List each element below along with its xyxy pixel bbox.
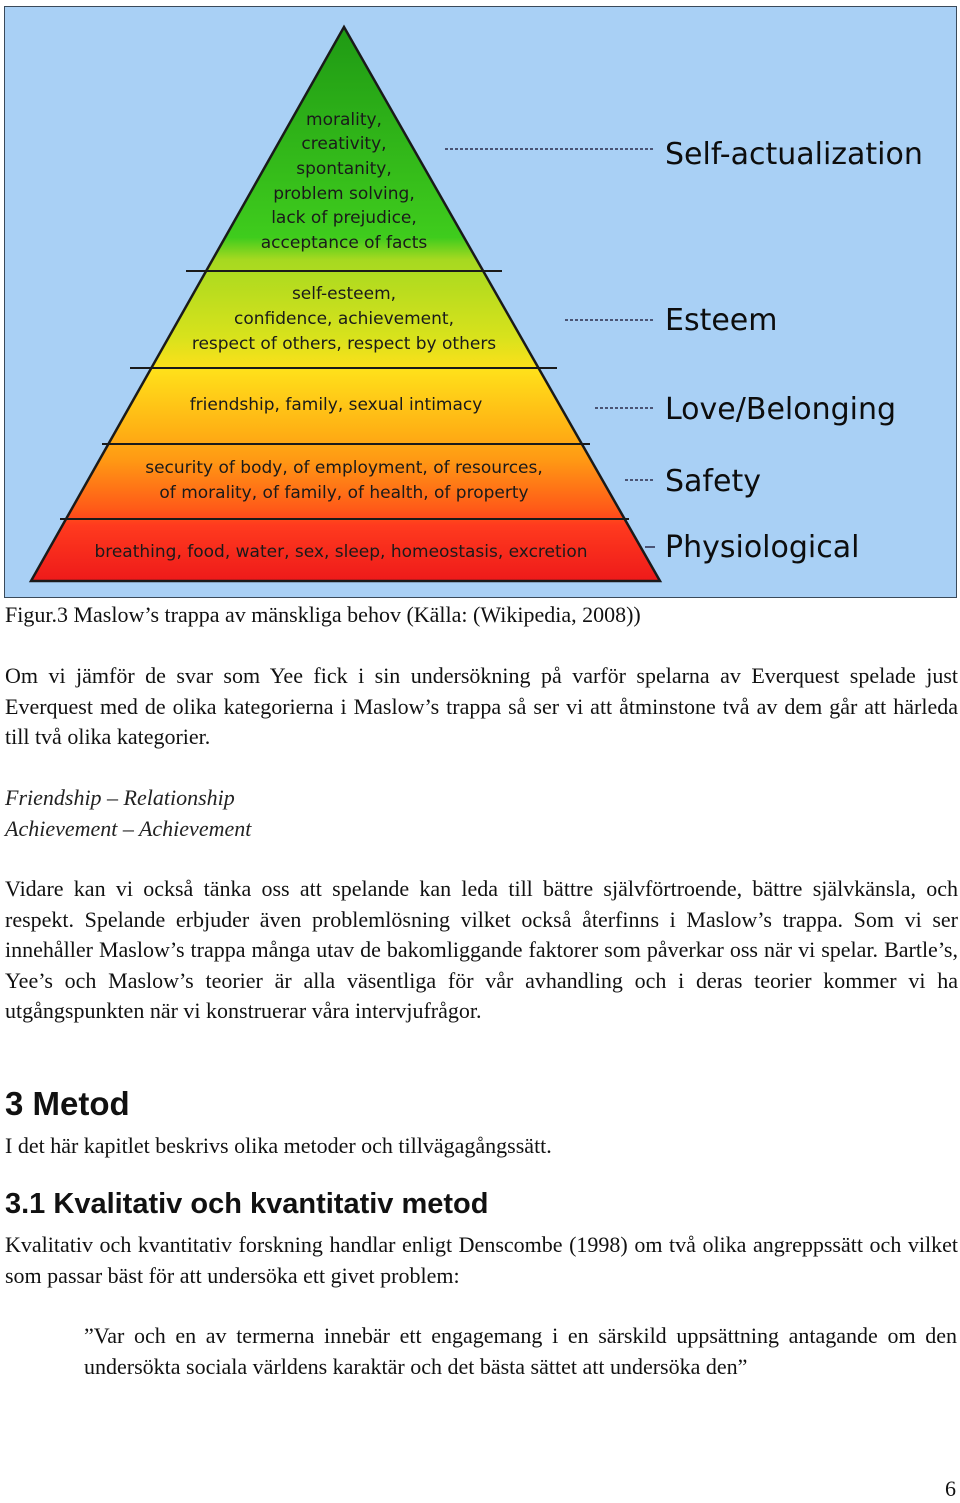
section-3-1-heading: 3.1 Kvalitativ och kvantitativ metod xyxy=(5,1188,489,1220)
self-actualization-line-2: creativity, xyxy=(301,134,387,154)
label-esteem: Esteem xyxy=(665,303,778,338)
paragraph-1: Om vi jämför de svar som Yee fick i sin undersökning på varför spelarna av Everquest spelade just Everquest med de olika kategorierna i Maslow’s trappa så ser vi att åtminstone två av dem går att härleda till två olika kategorier. xyxy=(5,663,958,749)
page-number: 6 xyxy=(945,1476,956,1501)
section-3-intro: I det här kapitlet beskrivs olika metoder och tillvägagångssätt. xyxy=(5,1133,552,1158)
mapping-line-1: Friendship – Relationship xyxy=(5,785,235,810)
label-physiological: Physiological xyxy=(665,530,860,565)
self-actualization-line-6: acceptance of facts xyxy=(260,233,428,253)
pyramid-svg xyxy=(5,7,957,598)
label-safety: Safety xyxy=(665,464,761,499)
love-line-1: friendship, family, sexual intimacy xyxy=(189,395,483,415)
paragraph-2: Vidare kan vi också tänka oss att spelande kan leda till bättre självförtroende, bättre självkänsla, och respekt. Spelande erbjuder även problemlösning vilket också återfinns i Maslow’s trappa. Som vi ser innehåller Maslow’s trappa många utav de bakomliggande faktorer som påverkar oss när vi spelar. Bartle’s, Yee’s och Maslow’s teorier är alla väsentliga för vår avhandling och i deras teorier kommer vi ha utgångspunkten när vi konstruerar våra intervjufrågor. xyxy=(5,876,958,1023)
self-actualization-line-4: problem solving, xyxy=(273,184,415,204)
physiological-line-1: breathing, food, water, sex, sleep, homeostasis, excretion xyxy=(94,542,588,562)
label-self-actualization: Self-actualization xyxy=(665,137,923,172)
esteem-line-2: confidence, achievement, xyxy=(234,309,454,329)
self-actualization-line-3: spontanity, xyxy=(296,159,392,179)
mapping-line-2: Achievement – Achievement xyxy=(5,816,252,841)
label-love-belonging: Love/Belonging xyxy=(665,392,897,427)
self-actualization-line-5: lack of prejudice, xyxy=(271,208,417,228)
safety-line-1: security of body, of employment, of resources, xyxy=(145,458,543,478)
esteem-line-3: respect of others, respect by others xyxy=(191,334,497,354)
block-quote: ”Var och en av termerna innebär ett engagemang i en särskild uppsättning antagande om den undersökta sociala världens karaktär och det bästa sättet att undersöka den” xyxy=(84,1323,957,1379)
section-3-1-text: Kvalitativ och kvantitativ forskning handlar enligt Denscombe (1998) om två olika angreppssätt och vilket som passar bäst för att undersöka ett givet problem: xyxy=(5,1232,958,1288)
section-3-heading: 3 Metod xyxy=(5,1085,130,1122)
figure-caption: Figur.3 Maslow’s trappa av mänskliga behov (Källa: (Wikipedia, 2008)) xyxy=(5,602,641,627)
self-actualization-line-1: morality, xyxy=(306,110,382,130)
maslow-pyramid-figure xyxy=(4,6,957,598)
safety-line-2: of morality, of family, of health, of property xyxy=(159,483,529,503)
esteem-line-1: self-esteem, xyxy=(291,284,397,304)
